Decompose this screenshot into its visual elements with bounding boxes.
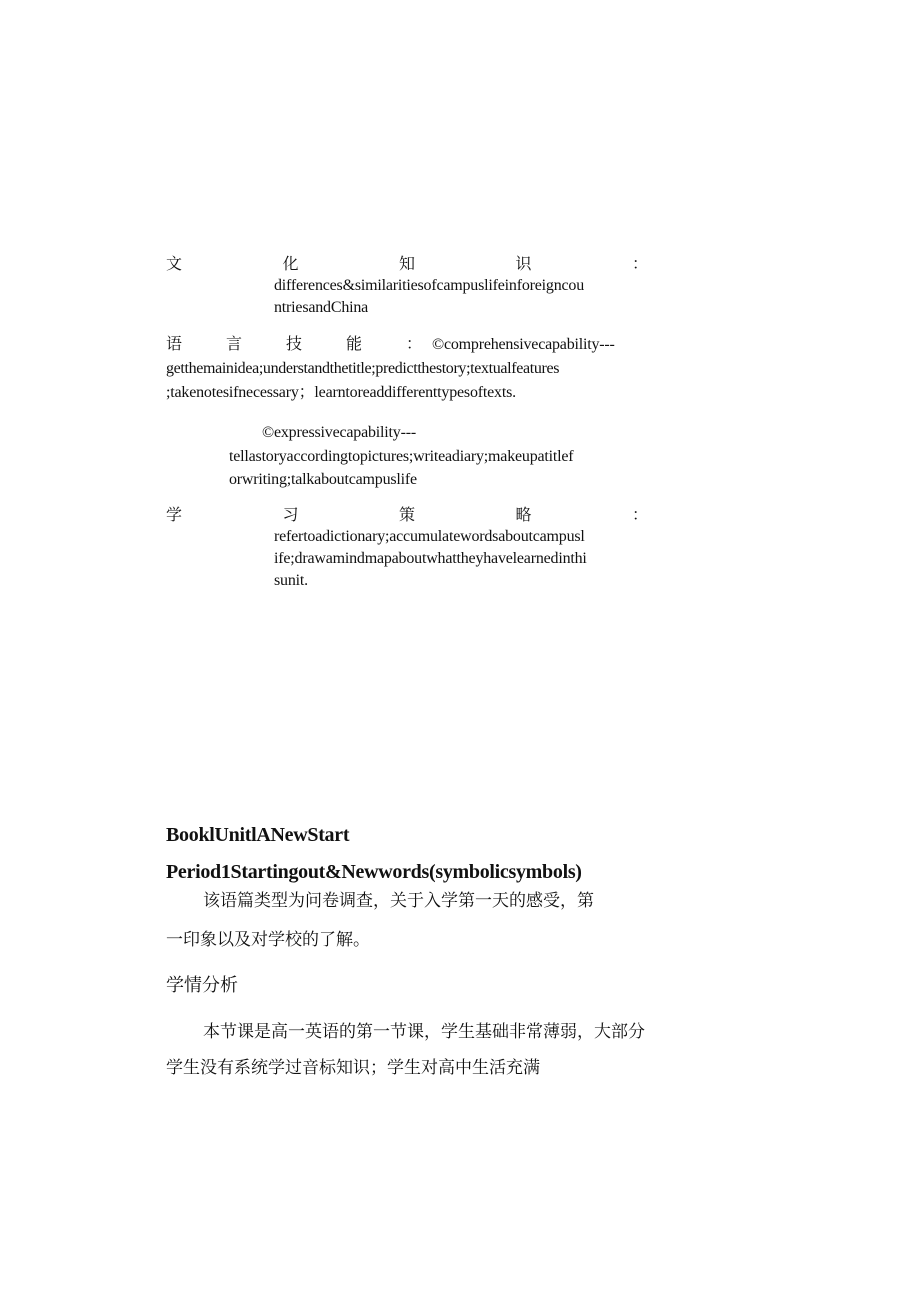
label-char: 习 [282, 507, 299, 524]
label-char: 语 [166, 336, 183, 353]
label-char: 略 [515, 507, 532, 524]
label-char: 识 [515, 256, 532, 273]
label-char: 学 [166, 507, 183, 524]
label-char: ： [631, 507, 648, 524]
culture-text-line: differences&similaritiesofcampuslifeinforeigncou [274, 277, 584, 294]
strategy-text-line: sunit. [274, 572, 308, 589]
analysis-line: 学生没有系统学过音标知识；学生对高中生活充满 [166, 1058, 540, 1077]
text-type-line: 一印象以及对学校的了解。 [166, 930, 370, 949]
culture-knowledge-label [166, 255, 648, 275]
culture-text-line: ntriesandChina [274, 299, 369, 316]
strategy-text-line: ife;drawamindmapaboutwhattheyhavelearnedinthi [274, 550, 587, 567]
label-char: 能 [345, 336, 362, 353]
label-char: ： [405, 336, 422, 353]
language-skills-label [166, 335, 422, 355]
language-text-line: ©comprehensivecapability--- [432, 336, 615, 353]
label-char: 策 [398, 507, 415, 524]
label-char: 技 [285, 336, 302, 353]
label-char: 知 [398, 256, 415, 273]
book-unit-heading: BooklUnitlANewStart [166, 824, 350, 846]
label-char: 文 [166, 256, 183, 273]
analysis-heading: 学情分析 [166, 975, 238, 995]
expressive-text-line: ©expressivecapability--- [262, 424, 416, 441]
language-text-line: ;takenotesifnecessary；learntoreaddifferenttypesoftexts. [166, 384, 516, 401]
analysis-line: 本节课是高一英语的第一节课，学生基础非常薄弱，大部分 [203, 1022, 645, 1041]
period-heading: Period1Startingout&Newwords(symbolicsymbols) [166, 861, 582, 883]
text-type-line: 该语篇类型为问卷调查，关于入学第一天的感受，第 [203, 891, 594, 910]
learning-strategy-label [166, 506, 648, 526]
label-char: ： [631, 256, 648, 273]
strategy-text-line: refertoadictionary;accumulatewordsaboutcampusl [274, 528, 585, 545]
label-char: 言 [225, 336, 242, 353]
label-char: 化 [282, 256, 299, 273]
expressive-text-line: orwriting;talkaboutcampuslife [229, 471, 417, 488]
expressive-text-line: tellastoryaccordingtopictures;writeadiary;makeupatitlef [229, 448, 574, 465]
language-text-line: getthemainidea;understandthetitle;predictthestory;textualfeatures [166, 360, 560, 377]
